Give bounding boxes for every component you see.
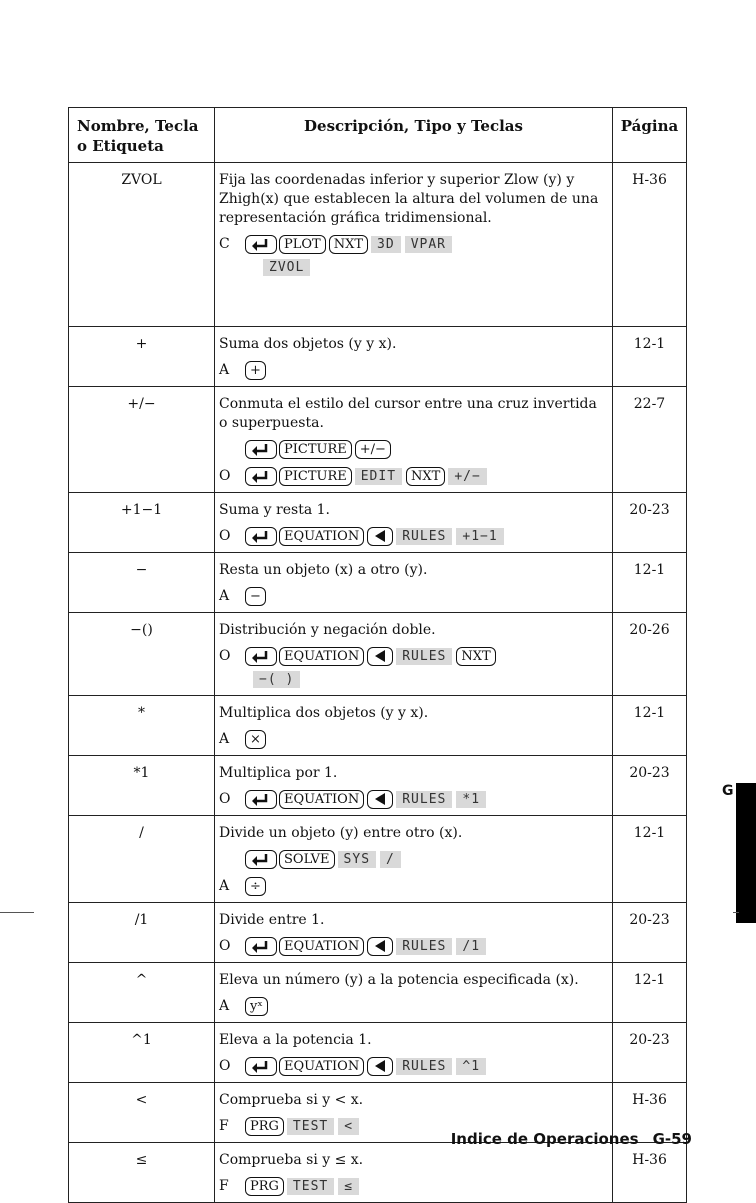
op-desc-cell bbox=[215, 963, 613, 1023]
key: NXT bbox=[456, 647, 495, 666]
key: − bbox=[245, 587, 266, 606]
op-page: 12-1 bbox=[613, 327, 687, 387]
op-desc-cell bbox=[215, 696, 613, 756]
key: SOLVE bbox=[279, 850, 335, 869]
op-type: O bbox=[219, 937, 231, 954]
footer-title: Indice de Operaciones bbox=[450, 1130, 639, 1148]
op-page: H-36 bbox=[613, 163, 687, 327]
op-page: 20-23 bbox=[613, 1023, 687, 1083]
key-sequence bbox=[219, 875, 608, 897]
softkey: TEST bbox=[287, 1178, 334, 1195]
op-page: 20-26 bbox=[613, 613, 687, 696]
op-type: A bbox=[219, 730, 230, 747]
softkey: *1 bbox=[456, 791, 486, 808]
key-sequence bbox=[219, 1055, 608, 1077]
key-sequence bbox=[219, 645, 608, 667]
left-shift-arrow-icon bbox=[245, 235, 277, 254]
section-tab-letter: G bbox=[722, 783, 734, 799]
softkey: /1 bbox=[456, 938, 486, 955]
key-sequence bbox=[219, 935, 608, 957]
op-type: O bbox=[219, 467, 231, 484]
key: PICTURE bbox=[279, 467, 352, 486]
op-desc: Suma y resta 1. bbox=[219, 502, 330, 518]
op-type: O bbox=[219, 647, 231, 664]
op-page: 12-1 bbox=[613, 816, 687, 903]
key: PLOT bbox=[279, 235, 326, 254]
key: PRG bbox=[245, 1177, 284, 1196]
softkey: / bbox=[380, 851, 401, 868]
softkey: ZVOL bbox=[263, 259, 310, 276]
softkey: ^1 bbox=[456, 1058, 486, 1075]
key-sequence bbox=[219, 233, 608, 255]
key: NXT bbox=[406, 467, 445, 486]
key-sequence bbox=[219, 788, 608, 810]
op-page: 12-1 bbox=[613, 553, 687, 613]
op-desc: Fija las coordenadas inferior y superior Zlow (y) y Zhigh(x) que establecen la altura del volumen de una representación gráfica tridimensional. bbox=[219, 172, 599, 226]
table-row bbox=[69, 387, 687, 493]
op-desc: Resta un objeto (x) a otro (y). bbox=[219, 562, 428, 578]
op-desc: Eleva un número (y) a la potencia especificada (x). bbox=[219, 972, 579, 988]
op-desc-cell bbox=[215, 553, 613, 613]
op-desc-cell bbox=[215, 1023, 613, 1083]
op-page: H-36 bbox=[613, 1083, 687, 1143]
left-shift-arrow-icon bbox=[245, 647, 277, 666]
key: + bbox=[245, 361, 266, 380]
op-desc: Divide un objeto (y) entre otro (x). bbox=[219, 825, 463, 841]
key: EQUATION bbox=[279, 937, 364, 956]
margin-rule bbox=[733, 912, 739, 913]
table-row bbox=[69, 553, 687, 613]
softkey: −( ) bbox=[253, 671, 300, 688]
op-name: / bbox=[69, 816, 215, 903]
left-shift-arrow-icon bbox=[245, 467, 277, 486]
op-type: F bbox=[219, 1117, 229, 1134]
key: ÷ bbox=[245, 877, 266, 896]
op-name: ZVOL bbox=[69, 163, 215, 327]
op-name: ^1 bbox=[69, 1023, 215, 1083]
key-sequence bbox=[219, 1175, 608, 1197]
key-sequence bbox=[219, 525, 608, 547]
table-row bbox=[69, 1023, 687, 1083]
op-desc: Eleva a la potencia 1. bbox=[219, 1032, 372, 1048]
op-type: O bbox=[219, 527, 231, 544]
op-type: A bbox=[219, 877, 230, 894]
key-sequence bbox=[219, 256, 608, 278]
op-desc: Multiplica dos objetos (y y x). bbox=[219, 705, 429, 721]
left-shift-arrow-icon bbox=[245, 937, 277, 956]
op-type: A bbox=[219, 587, 230, 604]
softkey: TEST bbox=[287, 1118, 334, 1135]
op-desc: Suma dos objetos (y y x). bbox=[219, 336, 397, 352]
header-desc: Descripción, Tipo y Teclas bbox=[215, 108, 613, 163]
op-desc: Multiplica por 1. bbox=[219, 765, 338, 781]
left-shift-arrow-icon bbox=[245, 440, 277, 459]
softkey: RULES bbox=[396, 791, 452, 808]
key: EQUATION bbox=[279, 647, 364, 666]
key-sequence bbox=[219, 668, 608, 690]
op-desc: Distribución y negación doble. bbox=[219, 622, 436, 638]
section-tab-marker bbox=[736, 783, 756, 923]
op-desc: Comprueba si y < x. bbox=[219, 1092, 364, 1108]
op-page: 20-23 bbox=[613, 756, 687, 816]
left-arrow-key-icon bbox=[367, 790, 393, 809]
key-sequence bbox=[219, 728, 608, 750]
left-arrow-key-icon bbox=[367, 937, 393, 956]
op-page: 20-23 bbox=[613, 903, 687, 963]
softkey: RULES bbox=[396, 528, 452, 545]
op-desc-cell bbox=[215, 903, 613, 963]
op-type: A bbox=[219, 361, 230, 378]
op-type: F bbox=[219, 1177, 229, 1194]
op-type: O bbox=[219, 790, 231, 807]
op-name: * bbox=[69, 696, 215, 756]
op-desc-cell bbox=[215, 493, 613, 553]
key-sequence bbox=[219, 585, 608, 607]
table-row bbox=[69, 756, 687, 816]
key: PICTURE bbox=[279, 440, 352, 459]
key: × bbox=[245, 730, 266, 749]
op-name: ^ bbox=[69, 963, 215, 1023]
key: +/− bbox=[355, 440, 391, 459]
op-name: < bbox=[69, 1083, 215, 1143]
left-shift-arrow-icon bbox=[245, 790, 277, 809]
softkey: VPAR bbox=[405, 236, 452, 253]
op-desc-cell bbox=[215, 756, 613, 816]
softkey: < bbox=[338, 1118, 359, 1135]
op-page: 20-23 bbox=[613, 493, 687, 553]
left-shift-arrow-icon bbox=[245, 1057, 277, 1076]
key: NXT bbox=[329, 235, 368, 254]
softkey: RULES bbox=[396, 938, 452, 955]
op-desc-cell bbox=[215, 327, 613, 387]
op-type: C bbox=[219, 235, 230, 252]
table-row bbox=[69, 903, 687, 963]
left-shift-arrow-icon bbox=[245, 527, 277, 546]
key-sequence bbox=[219, 848, 608, 870]
table-row bbox=[69, 327, 687, 387]
op-name: +/− bbox=[69, 387, 215, 493]
key: yˣ bbox=[245, 997, 268, 1016]
op-page: H-36 bbox=[613, 1143, 687, 1203]
key: EQUATION bbox=[279, 790, 364, 809]
op-desc: Conmuta el estilo del cursor entre una cruz invertida o superpuesta. bbox=[219, 396, 597, 431]
op-name: *1 bbox=[69, 756, 215, 816]
op-desc-cell bbox=[215, 816, 613, 903]
table-row bbox=[69, 1143, 687, 1203]
op-name: /1 bbox=[69, 903, 215, 963]
left-arrow-key-icon bbox=[367, 1057, 393, 1076]
op-name: +1−1 bbox=[69, 493, 215, 553]
key-sequence bbox=[219, 465, 608, 487]
key-sequence bbox=[219, 995, 608, 1017]
table-row bbox=[69, 613, 687, 696]
softkey: EDIT bbox=[355, 468, 402, 485]
softkey: 3D bbox=[371, 236, 401, 253]
key: EQUATION bbox=[279, 1057, 364, 1076]
softkey: +1−1 bbox=[456, 528, 503, 545]
table-row bbox=[69, 963, 687, 1023]
op-desc-cell bbox=[215, 613, 613, 696]
op-desc: Comprueba si y ≤ x. bbox=[219, 1152, 364, 1168]
op-desc: Divide entre 1. bbox=[219, 912, 325, 928]
margin-rule bbox=[0, 912, 34, 913]
softkey: SYS bbox=[338, 851, 376, 868]
table-row bbox=[69, 696, 687, 756]
op-name: ≤ bbox=[69, 1143, 215, 1203]
left-arrow-key-icon bbox=[367, 527, 393, 546]
op-name: − bbox=[69, 553, 215, 613]
header-name: Nombre, Tecla o Etiqueta bbox=[69, 108, 215, 163]
softkey: RULES bbox=[396, 1058, 452, 1075]
op-desc-cell bbox=[215, 163, 613, 327]
table-row bbox=[69, 163, 687, 327]
left-shift-arrow-icon bbox=[245, 850, 277, 869]
op-desc-cell bbox=[215, 387, 613, 493]
page-footer bbox=[400, 1130, 692, 1148]
op-page: 12-1 bbox=[613, 696, 687, 756]
key: EQUATION bbox=[279, 527, 364, 546]
op-name: −() bbox=[69, 613, 215, 696]
footer-page-number: G-59 bbox=[652, 1130, 692, 1148]
op-type: O bbox=[219, 1057, 231, 1074]
table-row bbox=[69, 493, 687, 553]
table-row bbox=[69, 816, 687, 903]
left-arrow-key-icon bbox=[367, 647, 393, 666]
key: PRG bbox=[245, 1117, 284, 1136]
key-sequence bbox=[219, 438, 608, 460]
op-name: + bbox=[69, 327, 215, 387]
op-page: 22-7 bbox=[613, 387, 687, 493]
softkey: RULES bbox=[396, 648, 452, 665]
header-page: Página bbox=[613, 108, 687, 163]
op-type: A bbox=[219, 997, 230, 1014]
op-desc-cell bbox=[215, 1143, 613, 1203]
operations-table bbox=[68, 107, 687, 1203]
key-sequence bbox=[219, 359, 608, 381]
softkey: +/− bbox=[448, 468, 486, 485]
softkey: ≤ bbox=[338, 1178, 359, 1195]
table-header-row bbox=[69, 108, 687, 163]
op-page: 12-1 bbox=[613, 963, 687, 1023]
